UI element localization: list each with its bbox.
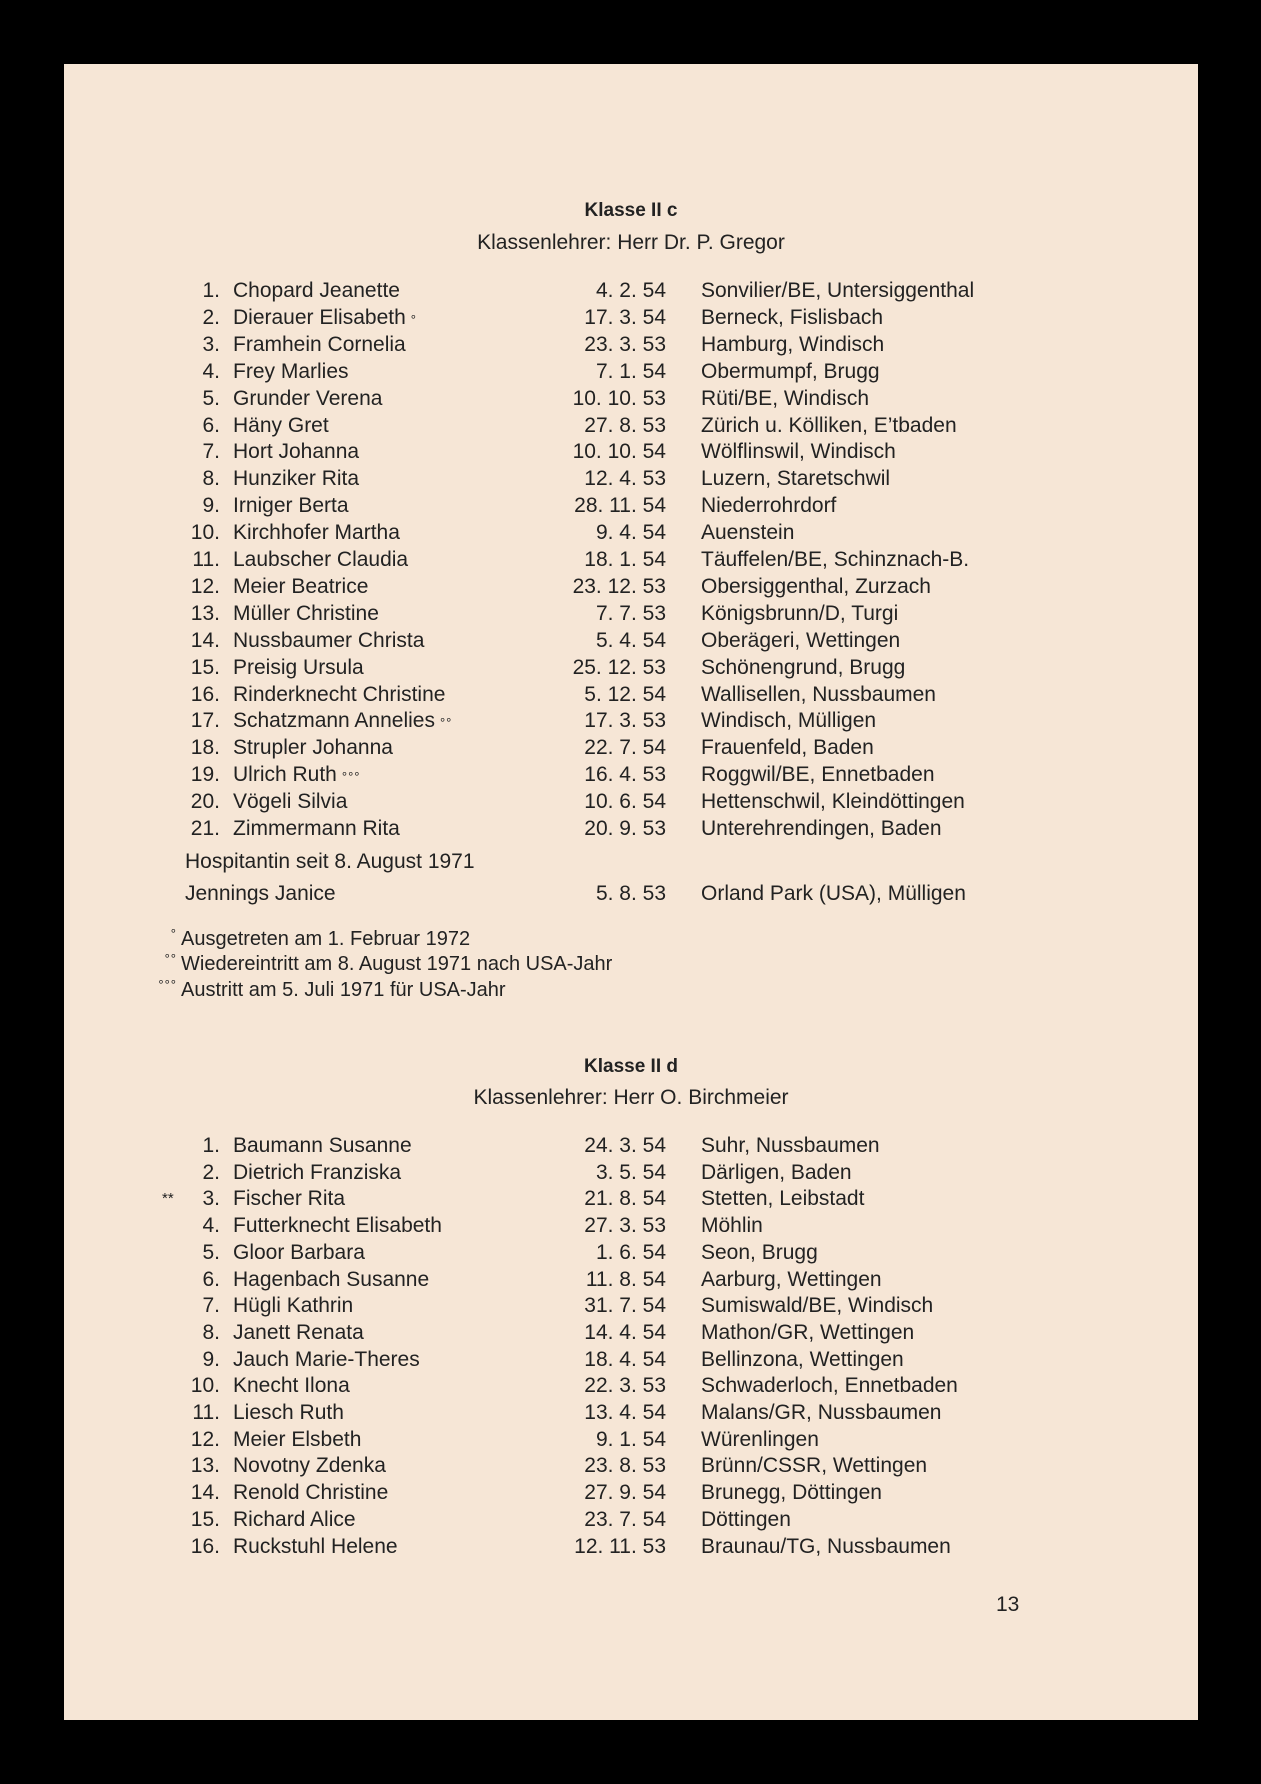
student-row xyxy=(64,1185,1198,1212)
student-birthdate: 10. 10. 53 xyxy=(572,386,666,410)
student-name: Futterknecht Elisabeth xyxy=(233,1214,442,1238)
guest-row xyxy=(64,880,1198,907)
student-number: 6. xyxy=(202,1267,220,1291)
student-row xyxy=(64,438,1198,465)
student-places: Königsbrunn/D, Turgi xyxy=(701,601,899,625)
student-places: Därligen, Baden xyxy=(701,1160,852,1184)
student-name: Nussbaumer Christa xyxy=(233,628,425,652)
student-name: Baumann Susanne xyxy=(233,1134,412,1157)
student-birthdate: 12. 4. 53 xyxy=(584,467,666,491)
student-row xyxy=(64,519,1198,546)
student-row xyxy=(64,788,1198,815)
student-places: Brunegg, Döttingen xyxy=(701,1481,882,1505)
student-places: Windisch, Mülligen xyxy=(701,709,877,733)
student-places: Obermumpf, Brugg xyxy=(701,359,880,383)
student-row xyxy=(64,1506,1198,1533)
student-row xyxy=(64,627,1198,654)
student-row xyxy=(64,385,1198,412)
student-birthdate: 22. 7. 54 xyxy=(584,736,666,760)
student-number: 18. xyxy=(190,736,220,760)
student-name: Novotny Zdenka xyxy=(233,1454,386,1478)
student-birthdate: 10. 6. 54 xyxy=(584,790,666,814)
student-birthdate: 5. 12. 54 xyxy=(584,682,666,706)
student-places: Niederrohrdorf xyxy=(701,494,837,518)
student-number: 10. xyxy=(190,521,220,545)
student-row xyxy=(64,1132,1198,1159)
student-places: Braunau/TG, Nussbaumen xyxy=(701,1534,951,1558)
student-birthdate: 9. 1. 54 xyxy=(595,1427,666,1451)
student-row xyxy=(64,331,1198,358)
student-name-with-mark xyxy=(233,707,452,736)
student-number: 1. xyxy=(202,1134,220,1157)
student-row xyxy=(64,304,1198,331)
student-name: Irniger Berta xyxy=(233,494,349,518)
student-number: 5. xyxy=(202,1240,220,1264)
footnote: ° Ausgetreten am 1. Februar 1972 xyxy=(170,926,471,950)
student-number: 6. xyxy=(202,413,220,437)
class-d-title: Klasse II d xyxy=(584,1056,678,1077)
student-row xyxy=(64,1346,1198,1373)
student-places: Hettenschwil, Kleindöttingen xyxy=(701,790,965,814)
student-birthdate: 24. 3. 54 xyxy=(584,1134,666,1157)
student-birthdate: 14. 4. 54 xyxy=(584,1320,666,1344)
student-places: Würenlingen xyxy=(701,1427,819,1451)
student-places: Sumiswald/BE, Windisch xyxy=(701,1294,934,1318)
student-places: Roggwil/BE, Ennetbaden xyxy=(701,763,935,787)
class-d-teacher: Klassenlehrer: Herr O. Birchmeier xyxy=(473,1086,789,1109)
student-row xyxy=(64,1266,1198,1293)
student-places: Sonvilier/BE, Untersiggenthal xyxy=(701,279,975,302)
student-row xyxy=(64,1319,1198,1346)
document-page xyxy=(64,64,1198,1720)
student-number: 2. xyxy=(202,1160,220,1184)
student-row xyxy=(64,707,1198,734)
student-birthdate: 10. 10. 54 xyxy=(572,440,666,464)
student-places: Bellinzona, Wettingen xyxy=(701,1347,904,1371)
student-birthdate: 7. 7. 53 xyxy=(595,601,666,625)
student-name: Hort Johanna xyxy=(233,440,360,464)
student-birthdate: 4. 2. 54 xyxy=(595,279,666,302)
footnote-mark: °° xyxy=(439,715,453,731)
student-number: 1. xyxy=(202,279,220,302)
student-name: Renold Christine xyxy=(233,1481,389,1505)
student-row xyxy=(64,1292,1198,1319)
student-name: Zimmermann Rita xyxy=(233,817,400,840)
student-name: Knecht Ilona xyxy=(233,1374,350,1398)
student-name: Rinderknecht Christine xyxy=(233,682,446,706)
student-birthdate: 17. 3. 53 xyxy=(584,709,666,733)
student-name: Chopard Jeanette xyxy=(233,279,400,302)
student-places: Wölflinswil, Windisch xyxy=(701,440,896,464)
guest-heading: Hospitantin seit 8. August 1971 xyxy=(185,850,475,873)
student-name: Frey Marlies xyxy=(233,359,349,383)
student-birthdate: 23. 8. 53 xyxy=(584,1454,666,1478)
student-number: 3. xyxy=(202,1187,220,1211)
student-name: Jauch Marie-Theres xyxy=(233,1347,420,1371)
guest-date: 5. 8. 53 xyxy=(595,882,666,905)
student-number: 8. xyxy=(202,467,220,491)
student-places: Täuffelen/BE, Schinznach-B. xyxy=(701,548,970,571)
student-number: 16. xyxy=(190,682,220,706)
student-number: 14. xyxy=(190,628,220,652)
student-birthdate: 27. 8. 53 xyxy=(584,413,666,437)
student-places: Frauenfeld, Baden xyxy=(701,736,874,760)
student-birthdate: 13. 4. 54 xyxy=(584,1401,666,1424)
student-number: 12. xyxy=(190,574,220,598)
student-name: Laubscher Claudia xyxy=(233,548,409,571)
student-name: Meier Beatrice xyxy=(233,574,369,598)
student-number: 11. xyxy=(192,548,220,571)
student-name: Richard Alice xyxy=(233,1507,356,1531)
student-places: Zürich u. Kölliken, E’tbaden xyxy=(701,413,957,437)
student-name: Hunziker Rita xyxy=(233,467,360,491)
student-birthdate: 25. 12. 53 xyxy=(572,655,666,679)
student-birthdate: 16. 4. 53 xyxy=(584,763,666,787)
student-birthdate: 23. 7. 54 xyxy=(584,1507,666,1531)
student-birthdate: 1. 6. 54 xyxy=(595,1240,666,1264)
student-places: Stetten, Leibstadt xyxy=(701,1187,865,1211)
student-number: 9. xyxy=(202,1347,220,1371)
student-number: 13. xyxy=(190,1454,220,1478)
student-name: Preisig Ursula xyxy=(233,655,364,679)
student-name: Vögeli Silvia xyxy=(233,790,348,814)
student-places: Berneck, Fislisbach xyxy=(701,305,884,329)
student-name: Meier Elsbeth xyxy=(233,1427,362,1451)
student-birthdate: 7. 1. 54 xyxy=(595,359,666,383)
student-row xyxy=(64,761,1198,788)
student-row xyxy=(64,734,1198,761)
student-number: 3. xyxy=(202,332,220,356)
student-places: Unterehrendingen, Baden xyxy=(701,817,942,840)
student-row xyxy=(64,1533,1198,1560)
student-number: 4. xyxy=(202,1214,220,1238)
student-number: 15. xyxy=(190,1507,220,1531)
footnote: °° Wiedereintritt am 8. August 1971 nach USA-Jahr xyxy=(164,951,613,975)
student-number: 14. xyxy=(190,1481,220,1505)
student-number: 8. xyxy=(202,1320,220,1344)
student-places: Hamburg, Windisch xyxy=(701,332,885,356)
guest-name: Jennings Janice xyxy=(185,882,336,905)
student-row xyxy=(64,546,1198,573)
student-birthdate: 3. 5. 54 xyxy=(595,1160,666,1184)
student-places: Döttingen xyxy=(701,1507,791,1531)
student-name: Schatzmann Annelies xyxy=(233,709,435,733)
student-birthdate: 9. 4. 54 xyxy=(595,521,666,545)
student-birthdate: 22. 3. 53 xyxy=(584,1374,666,1398)
student-row xyxy=(64,412,1198,439)
student-row xyxy=(64,492,1198,519)
student-row xyxy=(64,1426,1198,1453)
student-name: Fischer Rita xyxy=(233,1187,346,1211)
student-places: Seon, Brugg xyxy=(701,1240,818,1264)
footnote-mark: °°° xyxy=(341,769,361,785)
student-name: Müller Christine xyxy=(233,601,379,625)
student-row xyxy=(64,1452,1198,1479)
student-row xyxy=(64,277,1198,304)
student-name: Häny Gret xyxy=(233,413,329,437)
student-number: 9. xyxy=(202,494,220,518)
student-number: 12. xyxy=(190,1427,220,1451)
student-name: Liesch Ruth xyxy=(233,1401,344,1424)
student-row xyxy=(64,358,1198,385)
student-name: Gloor Barbara xyxy=(233,1240,365,1264)
student-places: Suhr, Nussbaumen xyxy=(701,1134,880,1157)
student-name: Ulrich Ruth xyxy=(233,763,337,787)
student-birthdate: 23. 12. 53 xyxy=(572,574,666,598)
guest-place: Orland Park (USA), Mülligen xyxy=(701,882,966,905)
student-row xyxy=(64,654,1198,681)
student-number: 15. xyxy=(190,655,220,679)
student-places: Obersiggenthal, Zurzach xyxy=(701,574,931,598)
student-places: Brünn/CSSR, Wettingen xyxy=(701,1454,928,1478)
student-name: Hügli Kathrin xyxy=(233,1294,354,1318)
student-row xyxy=(64,1479,1198,1506)
student-places: Malans/GR, Nussbaumen xyxy=(701,1401,942,1424)
student-row xyxy=(64,1239,1198,1266)
footnote: °°° Austritt am 5. Juli 1971 für USA-Jahr xyxy=(158,977,506,1001)
student-birthdate: 5. 4. 54 xyxy=(595,628,666,652)
student-row xyxy=(64,573,1198,600)
student-name: Grunder Verena xyxy=(233,386,383,410)
student-name: Dierauer Elisabeth xyxy=(233,305,406,329)
student-places: Schönengrund, Brugg xyxy=(701,655,906,679)
student-number: 4. xyxy=(202,359,220,383)
student-places: Auenstein xyxy=(701,521,795,545)
student-row xyxy=(64,1399,1198,1426)
student-number: 21. xyxy=(190,817,220,840)
student-prefix-mark: ** xyxy=(162,1190,174,1208)
student-birthdate: 17. 3. 54 xyxy=(584,305,666,329)
student-birthdate: 18. 1. 54 xyxy=(584,548,666,571)
student-name: Strupler Johanna xyxy=(233,736,393,760)
student-places: Oberägeri, Wettingen xyxy=(701,628,901,652)
student-number: 11. xyxy=(192,1401,220,1424)
student-name: Kirchhofer Martha xyxy=(233,521,400,545)
student-birthdate: 31. 7. 54 xyxy=(584,1294,666,1318)
student-number: 7. xyxy=(202,1294,220,1318)
student-name-with-mark xyxy=(233,761,360,790)
student-row xyxy=(64,681,1198,708)
footnote-mark: ° xyxy=(410,311,417,327)
student-row xyxy=(64,600,1198,627)
student-row xyxy=(64,465,1198,492)
student-number: 17. xyxy=(190,709,220,733)
student-birthdate: 11. 8. 54 xyxy=(585,1267,666,1291)
student-name: Framhein Cornelia xyxy=(233,332,406,356)
student-places: Möhlin xyxy=(701,1214,763,1238)
student-number: 7. xyxy=(202,440,220,464)
student-name: Hagenbach Susanne xyxy=(233,1267,430,1291)
student-number: 10. xyxy=(190,1374,220,1398)
student-places: Rüti/BE, Windisch xyxy=(701,386,870,410)
student-places: Luzern, Staretschwil xyxy=(701,467,891,491)
student-birthdate: 27. 9. 54 xyxy=(584,1481,666,1505)
student-number: 5. xyxy=(202,386,220,410)
student-birthdate: 12. 11. 53 xyxy=(574,1534,666,1558)
student-row xyxy=(64,1159,1198,1186)
student-row xyxy=(64,815,1198,842)
student-birthdate: 28. 11. 54 xyxy=(574,494,666,518)
student-places: Wallisellen, Nussbaumen xyxy=(701,682,936,706)
student-birthdate: 18. 4. 54 xyxy=(584,1347,666,1371)
student-birthdate: 20. 9. 53 xyxy=(584,817,666,840)
student-birthdate: 23. 3. 53 xyxy=(584,332,666,356)
student-name: Janett Renata xyxy=(233,1320,364,1344)
class-c-title: Klasse II c xyxy=(584,200,678,221)
page-number: 13 xyxy=(996,1593,1020,1616)
student-birthdate: 21. 8. 54 xyxy=(584,1187,666,1211)
class-c-teacher: Klassenlehrer: Herr Dr. P. Gregor xyxy=(477,231,785,254)
student-number: 19. xyxy=(190,763,220,787)
student-places: Aarburg, Wettingen xyxy=(701,1267,882,1291)
student-number: 13. xyxy=(190,601,220,625)
student-row xyxy=(64,1212,1198,1239)
student-name: Ruckstuhl Helene xyxy=(233,1534,398,1558)
student-places: Mathon/GR, Wettingen xyxy=(701,1320,915,1344)
student-name-with-mark xyxy=(233,304,417,333)
student-birthdate: 27. 3. 53 xyxy=(584,1214,666,1238)
student-name: Dietrich Franziska xyxy=(233,1160,402,1184)
student-number: 16. xyxy=(190,1534,220,1558)
student-row xyxy=(64,1372,1198,1399)
student-number: 20. xyxy=(190,790,220,814)
student-places: Schwaderloch, Ennetbaden xyxy=(701,1374,958,1398)
student-number: 2. xyxy=(202,305,220,329)
